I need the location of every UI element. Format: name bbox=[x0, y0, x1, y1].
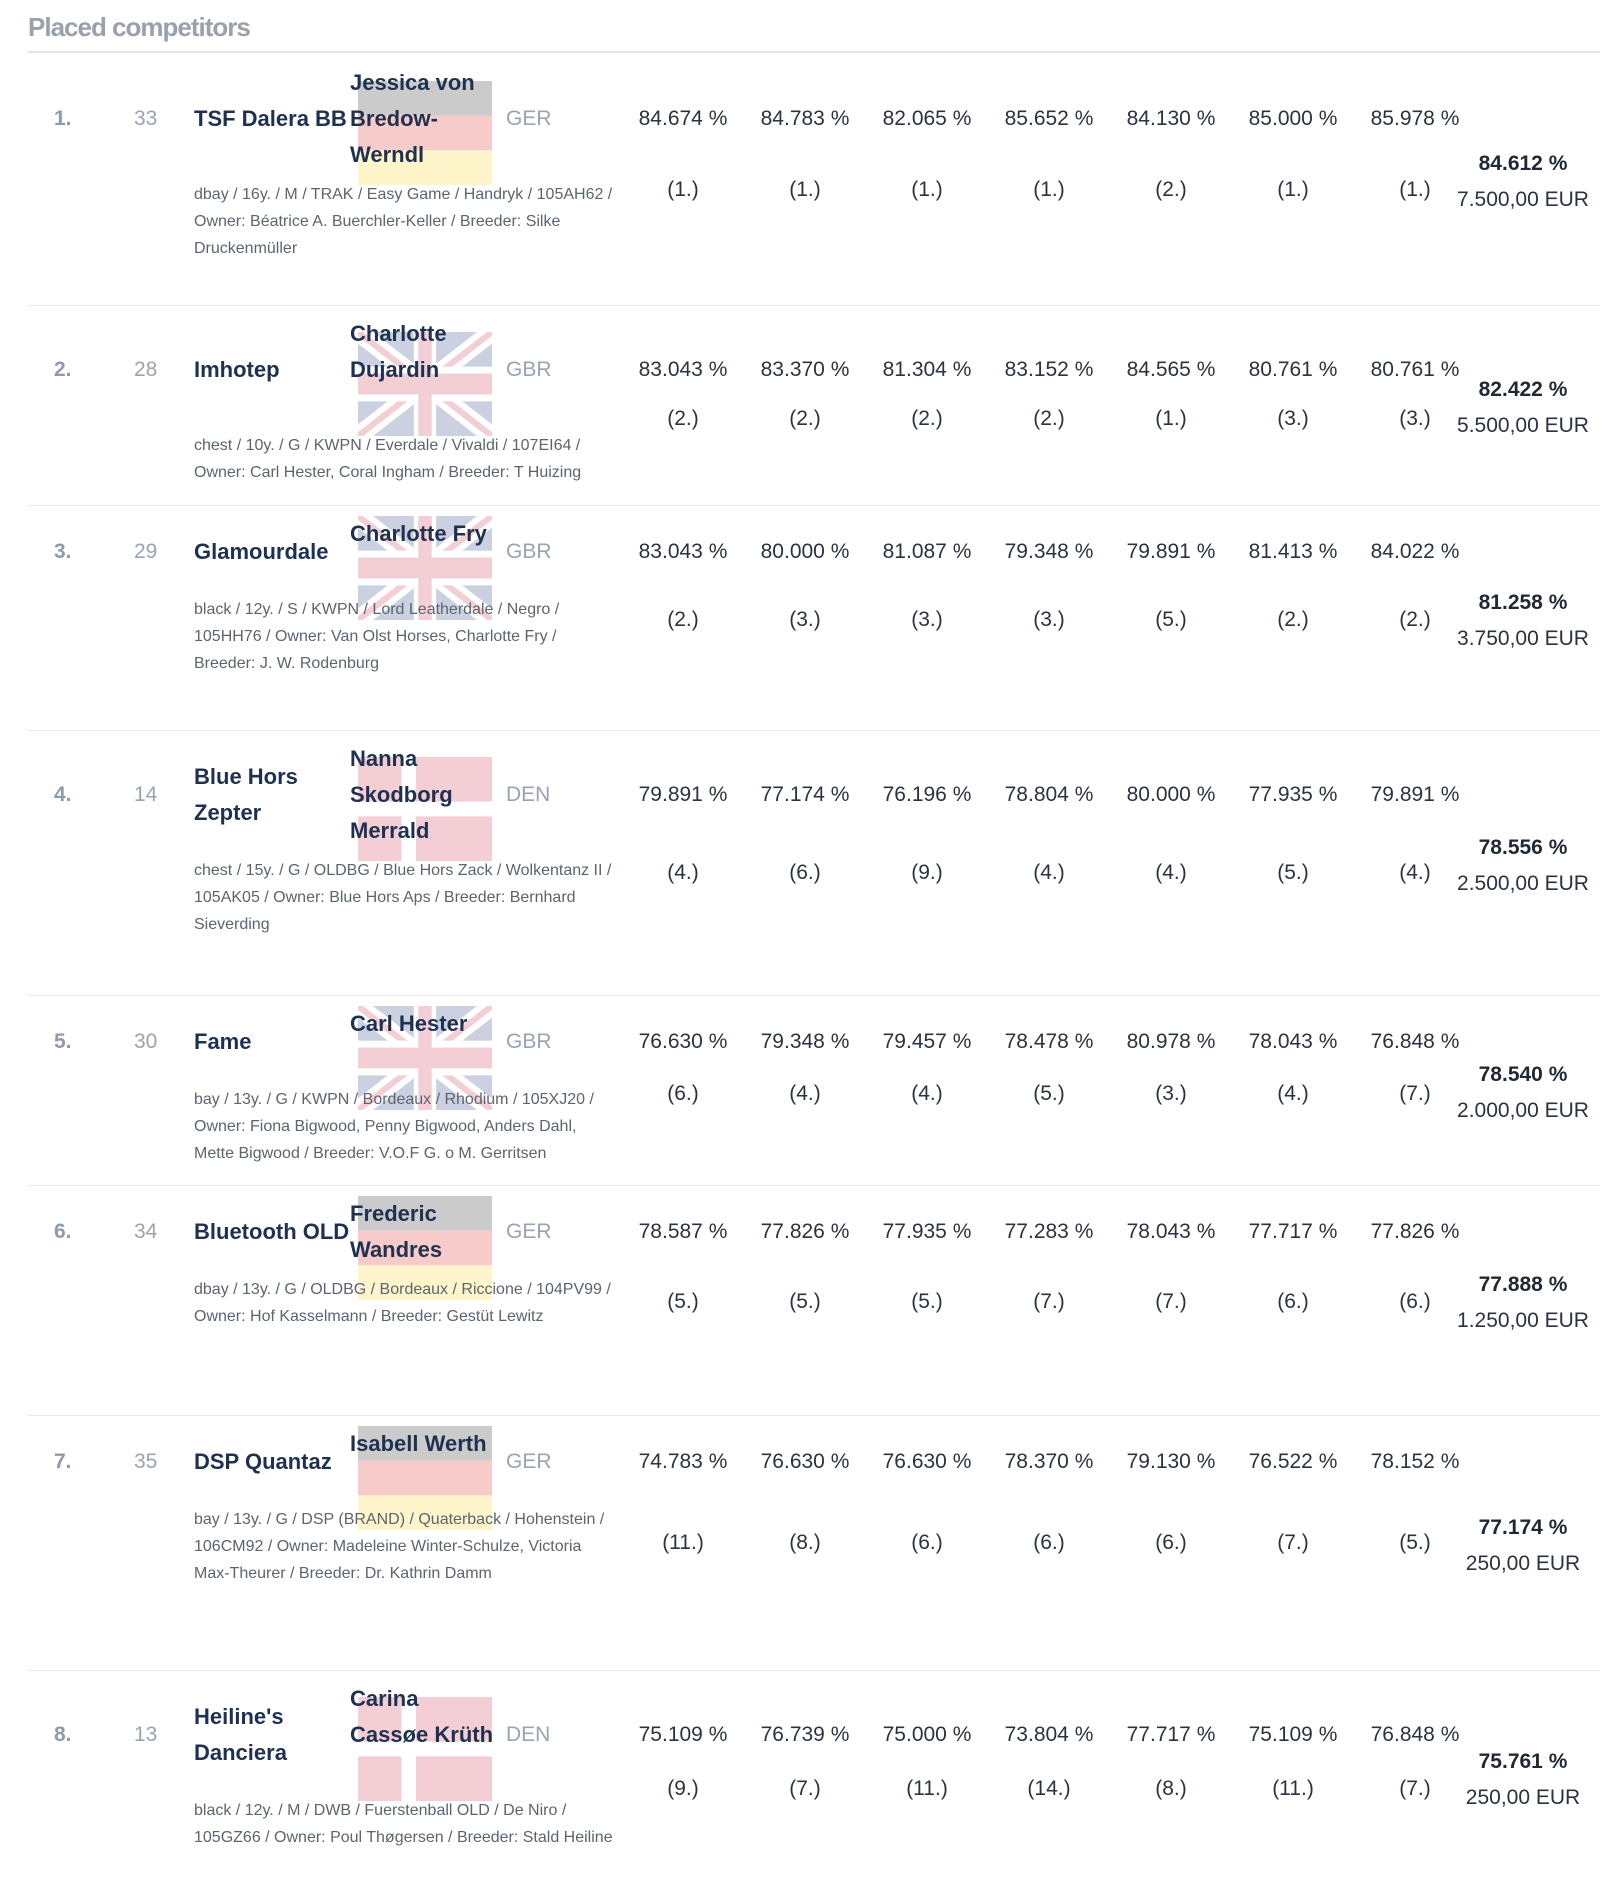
competitor-row[interactable] bbox=[28, 730, 1600, 996]
judge-score: 75.109 % bbox=[638, 1723, 728, 1746]
judge-score: 79.891 % bbox=[1370, 783, 1460, 806]
horse-details: dbay / 13y. / G / OLDBG / Bordeaux / Riccione / 104PV99 / Owner: Hof Kasselmann / Breeder: Gestüt Lewitz bbox=[194, 1281, 611, 1325]
rider-name-link[interactable]: Charlotte Dujardin bbox=[350, 321, 447, 382]
judge-placing: (9.) bbox=[667, 1777, 699, 1800]
judge-placing: (11.) bbox=[906, 1777, 948, 1800]
judge-score: 84.565 % bbox=[1126, 358, 1216, 381]
judge-score: 83.370 % bbox=[760, 358, 850, 381]
judge-score: 84.130 % bbox=[1126, 107, 1216, 130]
rank: 7. bbox=[54, 1450, 72, 1473]
judge-score: 77.826 % bbox=[1370, 1220, 1460, 1243]
judge-placing: (5.) bbox=[911, 1290, 943, 1313]
judge-score: 77.826 % bbox=[760, 1220, 850, 1243]
judge-score: 76.196 % bbox=[882, 783, 972, 806]
judge-score: 78.804 % bbox=[1004, 783, 1094, 806]
judge-placing: (2.) bbox=[1033, 407, 1065, 430]
rider-name-link[interactable]: Carina Cassøe Krüth bbox=[350, 1686, 494, 1747]
judge-score: 80.761 % bbox=[1370, 358, 1460, 381]
section-title: Placed competitors bbox=[28, 12, 250, 42]
rider-name-link[interactable]: Frederic Wandres bbox=[350, 1201, 443, 1262]
rank: 8. bbox=[54, 1723, 72, 1746]
judge-placing: (2.) bbox=[1155, 178, 1187, 201]
rider-name-link[interactable]: Nanna Skodborg Merrald bbox=[350, 746, 453, 843]
judge-score: 81.087 % bbox=[882, 540, 972, 563]
total-score: 78.540 % bbox=[1478, 1063, 1568, 1086]
horse-name-link[interactable]: TSF Dalera BB bbox=[194, 106, 347, 131]
start-number: 14 bbox=[134, 783, 158, 806]
judge-placing: (7.) bbox=[1033, 1290, 1065, 1313]
judge-score: 76.630 % bbox=[760, 1450, 850, 1473]
judge-score: 77.717 % bbox=[1126, 1723, 1216, 1746]
judge-score: 78.043 % bbox=[1248, 1030, 1338, 1053]
judge-score: 85.978 % bbox=[1370, 107, 1460, 130]
nation-code: GER bbox=[506, 1450, 552, 1473]
horse-details: chest / 10y. / G / KWPN / Everdale / Vivaldi / 107EI64 / Owner: Carl Hester, Coral Ingham / Breeder: T Huizing bbox=[194, 437, 582, 481]
judge-score: 84.022 % bbox=[1370, 540, 1460, 563]
judge-score: 74.783 % bbox=[638, 1450, 728, 1473]
start-number: 29 bbox=[134, 540, 158, 563]
rider-cell bbox=[350, 1426, 500, 1498]
judge-score: 76.522 % bbox=[1248, 1450, 1338, 1473]
rider-cell bbox=[350, 1006, 500, 1078]
rider-cell bbox=[350, 741, 500, 849]
judge-placing: (3.) bbox=[1277, 407, 1309, 430]
judge-placing: (8.) bbox=[1155, 1777, 1187, 1800]
total-score: 78.556 % bbox=[1478, 836, 1568, 859]
judge-placing: (4.) bbox=[1399, 861, 1431, 884]
judge-placing: (14.) bbox=[1027, 1777, 1071, 1800]
judge-placing: (6.) bbox=[1033, 1531, 1065, 1554]
prize-money: 3.750,00 EUR bbox=[1457, 627, 1589, 650]
judge-placing: (4.) bbox=[667, 861, 699, 884]
judge-score: 76.630 % bbox=[638, 1030, 728, 1053]
judge-placing: (7.) bbox=[1277, 1531, 1309, 1554]
rider-name-link[interactable]: Charlotte Fry bbox=[350, 521, 487, 546]
start-number: 33 bbox=[134, 107, 158, 130]
judge-score: 77.174 % bbox=[760, 783, 850, 806]
judge-placing: (5.) bbox=[789, 1290, 821, 1313]
judge-placing: (9.) bbox=[911, 861, 943, 884]
judge-score: 79.457 % bbox=[882, 1030, 972, 1053]
judge-score: 80.978 % bbox=[1126, 1030, 1216, 1053]
judge-score: 75.109 % bbox=[1248, 1723, 1338, 1746]
judge-placing: (1.) bbox=[1277, 178, 1309, 201]
judge-score: 80.000 % bbox=[760, 540, 850, 563]
total-score: 82.422 % bbox=[1478, 378, 1568, 401]
total-score: 77.174 % bbox=[1478, 1516, 1568, 1539]
judge-placing: (6.) bbox=[911, 1531, 943, 1554]
competitor-row[interactable] bbox=[28, 505, 1600, 731]
judge-score: 79.891 % bbox=[1126, 540, 1216, 563]
judge-score: 78.043 % bbox=[1126, 1220, 1216, 1243]
judge-score: 78.370 % bbox=[1004, 1450, 1094, 1473]
title-divider bbox=[28, 51, 1600, 53]
horse-details: black / 12y. / M / DWB / Fuerstenball OLD / De Niro / 105GZ66 / Owner: Poul Thøgersen / Breeder: Stald Heiline bbox=[194, 1802, 613, 1846]
start-number: 13 bbox=[134, 1723, 158, 1746]
judge-placing: (2.) bbox=[667, 608, 699, 631]
judge-score: 82.065 % bbox=[882, 107, 972, 130]
nation-code: GBR bbox=[506, 358, 552, 381]
judge-score: 76.739 % bbox=[760, 1723, 850, 1746]
horse-name-link[interactable]: Bluetooth OLD bbox=[194, 1219, 350, 1244]
judge-score: 77.935 % bbox=[1248, 783, 1338, 806]
judge-score: 78.478 % bbox=[1004, 1030, 1094, 1053]
rider-cell bbox=[350, 316, 500, 424]
judge-placing: (2.) bbox=[789, 407, 821, 430]
rank: 1. bbox=[54, 107, 72, 130]
rank: 6. bbox=[54, 1220, 72, 1243]
start-number: 35 bbox=[134, 1450, 158, 1473]
nation-code: GBR bbox=[506, 540, 552, 563]
judge-score: 79.348 % bbox=[1004, 540, 1094, 563]
judge-placing: (7.) bbox=[1399, 1082, 1431, 1105]
prize-money: 2.500,00 EUR bbox=[1457, 872, 1589, 895]
nation-code: GBR bbox=[506, 1030, 552, 1053]
horse-name-link[interactable]: Imhotep bbox=[194, 357, 280, 382]
judge-placing: (1.) bbox=[1033, 178, 1065, 201]
prize-money: 5.500,00 EUR bbox=[1457, 414, 1589, 437]
judge-placing: (3.) bbox=[911, 608, 943, 631]
judge-score: 84.783 % bbox=[760, 107, 850, 130]
judge-placing: (1.) bbox=[911, 178, 943, 201]
judge-score: 76.630 % bbox=[882, 1450, 972, 1473]
rank: 5. bbox=[54, 1030, 72, 1053]
judge-placing: (6.) bbox=[1155, 1531, 1187, 1554]
judge-placing: (5.) bbox=[1033, 1082, 1065, 1105]
prize-money: 250,00 EUR bbox=[1465, 1552, 1581, 1575]
judge-score: 79.130 % bbox=[1126, 1450, 1216, 1473]
judge-placing: (4.) bbox=[911, 1082, 943, 1105]
judge-placing: (2.) bbox=[1399, 608, 1431, 631]
judge-placing: (6.) bbox=[667, 1082, 699, 1105]
judge-placing: (3.) bbox=[1399, 407, 1431, 430]
nation-code: GER bbox=[506, 1220, 552, 1243]
judge-placing: (2.) bbox=[1277, 608, 1309, 631]
judge-placing: (4.) bbox=[1033, 861, 1065, 884]
total-score: 81.258 % bbox=[1478, 591, 1568, 614]
judge-score: 79.891 % bbox=[638, 783, 728, 806]
judge-placing: (3.) bbox=[1033, 608, 1065, 631]
judge-placing: (7.) bbox=[1155, 1290, 1187, 1313]
horse-details: bay / 13y. / G / KWPN / Bordeaux / Rhodium / 105XJ20 / Owner: Fiona Bigwood, Penny Bigwood, Anders Dahl, Mette Bigwood / Breeder: V.O.F G. o M. Gerritsen bbox=[194, 1091, 594, 1162]
horse-name-link[interactable]: DSP Quantaz bbox=[194, 1449, 332, 1474]
horse-details: dbay / 16y. / M / TRAK / Easy Game / Handryk / 105AH62 / Owner: Béatrice A. Buerchler-Keller / Breeder: Silke Druckenmüller bbox=[194, 186, 613, 257]
start-number: 28 bbox=[134, 358, 158, 381]
judge-placing: (6.) bbox=[789, 861, 821, 884]
rider-cell bbox=[350, 1681, 500, 1789]
judge-score: 78.152 % bbox=[1370, 1450, 1460, 1473]
judge-score: 76.848 % bbox=[1370, 1030, 1460, 1053]
judge-score: 85.000 % bbox=[1248, 107, 1338, 130]
rider-cell bbox=[350, 516, 500, 588]
rank: 2. bbox=[54, 358, 72, 381]
judge-score: 85.652 % bbox=[1004, 107, 1094, 130]
prize-money: 7.500,00 EUR bbox=[1457, 188, 1589, 211]
prize-money: 2.000,00 EUR bbox=[1457, 1099, 1589, 1122]
judge-score: 80.000 % bbox=[1126, 783, 1216, 806]
rider-name-link[interactable]: Isabell Werth bbox=[350, 1431, 487, 1456]
judge-placing: (2.) bbox=[667, 407, 699, 430]
judge-placing: (3.) bbox=[1155, 1082, 1187, 1105]
judge-score: 77.283 % bbox=[1004, 1220, 1094, 1243]
judge-placing: (4.) bbox=[1155, 861, 1187, 884]
competitor-row[interactable] bbox=[28, 1185, 1600, 1416]
prize-money: 250,00 EUR bbox=[1465, 1786, 1581, 1809]
judge-score: 75.000 % bbox=[882, 1723, 972, 1746]
judge-placing: (8.) bbox=[789, 1531, 821, 1554]
judge-placing: (11.) bbox=[662, 1531, 704, 1554]
competitor-row[interactable] bbox=[28, 1415, 1600, 1671]
horse-name-link[interactable]: Blue Hors Zepter bbox=[194, 764, 298, 825]
horse-name-link[interactable]: Heiline's Danciera bbox=[194, 1704, 287, 1765]
competitor-row[interactable] bbox=[28, 1670, 1600, 1884]
rider-name-link[interactable]: Carl Hester bbox=[350, 1011, 468, 1036]
judge-score: 73.804 % bbox=[1004, 1723, 1094, 1746]
judge-placing: (1.) bbox=[1399, 178, 1431, 201]
judge-placing: (6.) bbox=[1277, 1290, 1309, 1313]
rider-cell bbox=[350, 65, 500, 173]
judge-placing: (6.) bbox=[1399, 1290, 1431, 1313]
horse-name-link[interactable]: Glamourdale bbox=[194, 539, 329, 564]
judge-placing: (5.) bbox=[1277, 861, 1309, 884]
judge-score: 84.674 % bbox=[638, 107, 728, 130]
judge-placing: (11.) bbox=[1272, 1777, 1314, 1800]
judge-placing: (1.) bbox=[667, 178, 699, 201]
start-number: 34 bbox=[134, 1220, 158, 1243]
judge-placing: (5.) bbox=[667, 1290, 699, 1313]
judge-score: 77.717 % bbox=[1248, 1220, 1338, 1243]
judge-placing: (4.) bbox=[789, 1082, 821, 1105]
judge-score: 83.152 % bbox=[1004, 358, 1094, 381]
rider-name-link[interactable]: Jessica von Bredow-Werndl bbox=[350, 70, 475, 167]
judge-score: 80.761 % bbox=[1248, 358, 1338, 381]
judge-score: 81.304 % bbox=[882, 358, 972, 381]
judge-score: 79.348 % bbox=[760, 1030, 850, 1053]
judge-placing: (7.) bbox=[1399, 1777, 1431, 1800]
competitor-row[interactable] bbox=[28, 995, 1600, 1186]
horse-details: black / 12y. / S / KWPN / Lord Leatherdale / Negro / 105HH76 / Owner: Van Olst Horses, Charlotte Fry / Breeder: J. W. Rodenburg bbox=[194, 601, 560, 672]
judge-placing: (1.) bbox=[1155, 407, 1187, 430]
total-score: 77.888 % bbox=[1478, 1273, 1568, 1296]
total-score: 84.612 % bbox=[1478, 152, 1568, 175]
judge-placing: (5.) bbox=[1399, 1531, 1431, 1554]
horse-details: chest / 15y. / G / OLDBG / Blue Hors Zack / Wolkentanz II / 105AK05 / Owner: Blue Hors Aps / Breeder: Bernhard Sieverding bbox=[194, 862, 612, 933]
rider-cell bbox=[350, 1196, 500, 1268]
prize-money: 1.250,00 EUR bbox=[1457, 1309, 1589, 1332]
nation-code: DEN bbox=[506, 783, 551, 806]
judge-score: 76.848 % bbox=[1370, 1723, 1460, 1746]
nation-code: GER bbox=[506, 107, 552, 130]
judge-placing: (4.) bbox=[1277, 1082, 1309, 1105]
rank: 3. bbox=[54, 540, 72, 563]
judge-placing: (7.) bbox=[789, 1777, 821, 1800]
competitor-row[interactable] bbox=[28, 305, 1600, 506]
rank: 4. bbox=[54, 783, 72, 806]
judge-score: 78.587 % bbox=[638, 1220, 728, 1243]
competitor-row[interactable] bbox=[28, 55, 1600, 305]
start-number: 30 bbox=[134, 1030, 158, 1053]
judge-placing: (3.) bbox=[789, 608, 821, 631]
judge-placing: (2.) bbox=[911, 407, 943, 430]
horse-details: bay / 13y. / G / DSP (BRAND) / Quaterback / Hohenstein / 106CM92 / Owner: Madeleine Winter-Schulze, Victoria Max-Theurer / Breeder: Dr. Kathrin Damm bbox=[194, 1511, 605, 1582]
judge-score: 81.413 % bbox=[1248, 540, 1338, 563]
total-score: 75.761 % bbox=[1478, 1750, 1568, 1773]
judge-placing: (1.) bbox=[789, 178, 821, 201]
judge-placing: (5.) bbox=[1155, 608, 1187, 631]
judge-score: 83.043 % bbox=[638, 358, 728, 381]
judge-score: 83.043 % bbox=[638, 540, 728, 563]
judge-score: 77.935 % bbox=[882, 1220, 972, 1243]
nation-code: DEN bbox=[506, 1723, 551, 1746]
horse-name-link[interactable]: Fame bbox=[194, 1029, 252, 1054]
